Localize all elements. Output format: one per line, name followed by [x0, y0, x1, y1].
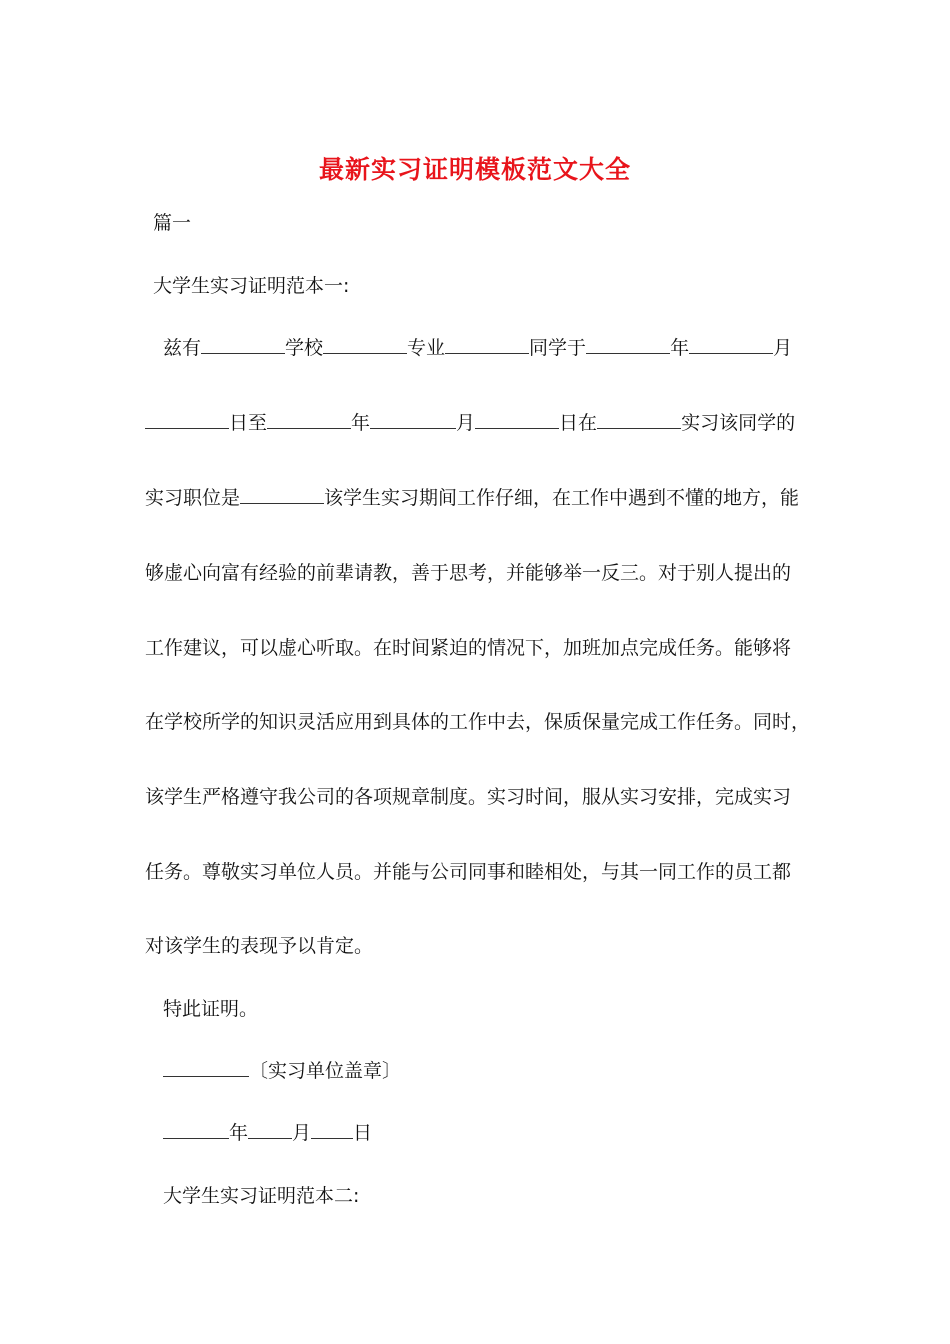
fill-blank-end-year [267, 410, 351, 429]
text-segment: 月 [292, 1122, 312, 1144]
seal-label: 〔实习单位盖章〕 [249, 1060, 402, 1082]
fill-blank-day [145, 410, 229, 429]
date-line [163, 1120, 372, 1146]
seal-line [163, 1058, 401, 1084]
fill-blank-name [445, 335, 529, 354]
body-line: 工作建议，可以虚心听取。在时间紧迫的情况下，加班加点完成任务。能够将 [145, 637, 792, 659]
body-line: 任务。尊敬实习单位人员。并能与公司同事和睦相处，与其一同工作的员工都 [145, 861, 792, 883]
body-line-3 [145, 485, 799, 511]
text-segment: 实习该同学的 [681, 412, 796, 434]
fill-blank-company [597, 410, 681, 429]
text-segment: 学校 [285, 337, 324, 359]
body-line: 够虚心向富有经验的前辈请教，善于思考，并能够举一反三。对于别人提出的 [145, 562, 792, 584]
text-segment: 日至 [229, 412, 268, 434]
fill-blank-sign-year [163, 1120, 229, 1139]
fill-blank-sign-day [311, 1120, 353, 1139]
fill-blank-month [689, 335, 773, 354]
text-segment: 同学于 [529, 337, 587, 359]
text-segment: 年 [670, 337, 690, 359]
template1-heading: 大学生实习证明范本一: [153, 275, 350, 297]
text-segment: 年 [229, 1122, 249, 1144]
template2-heading: 大学生实习证明范本二: [163, 1185, 360, 1207]
body-line: 该学生严格遵守我公司的各项规章制度。实习时间，服从实习安排，完成实习 [145, 786, 792, 808]
fill-blank-sign-month [248, 1120, 292, 1139]
text-segment: 实习职位是 [145, 487, 241, 509]
fill-blank-seal [163, 1058, 249, 1077]
body-line: 对该学生的表现予以肯定。 [145, 935, 374, 957]
fill-blank-end-month [370, 410, 456, 429]
body-line-2 [145, 410, 795, 436]
text-segment: 日 [353, 1122, 373, 1144]
fill-blank-year [586, 335, 670, 354]
text-segment: 兹有 [163, 337, 202, 359]
document-title: 最新实习证明模板范文大全 [318, 155, 631, 184]
text-segment: 年 [351, 412, 371, 434]
text-segment: 日在 [559, 412, 598, 434]
section-label: 篇一 [153, 212, 192, 234]
fill-blank-major [323, 335, 407, 354]
body-line-1 [163, 335, 792, 361]
fill-blank-position [240, 485, 324, 504]
text-segment: 专业 [407, 337, 446, 359]
body-line: 在学校所学的知识灵活应用到具体的工作中去，保质保量完成工作任务。同时， [145, 711, 811, 733]
closing-statement: 特此证明。 [163, 998, 259, 1020]
fill-blank-school [201, 335, 285, 354]
text-segment: 该学生实习期间工作仔细，在工作中遇到不懂的地方，能 [324, 487, 800, 509]
fill-blank-end-day [475, 410, 559, 429]
text-segment: 月 [773, 337, 793, 359]
text-segment: 月 [456, 412, 476, 434]
